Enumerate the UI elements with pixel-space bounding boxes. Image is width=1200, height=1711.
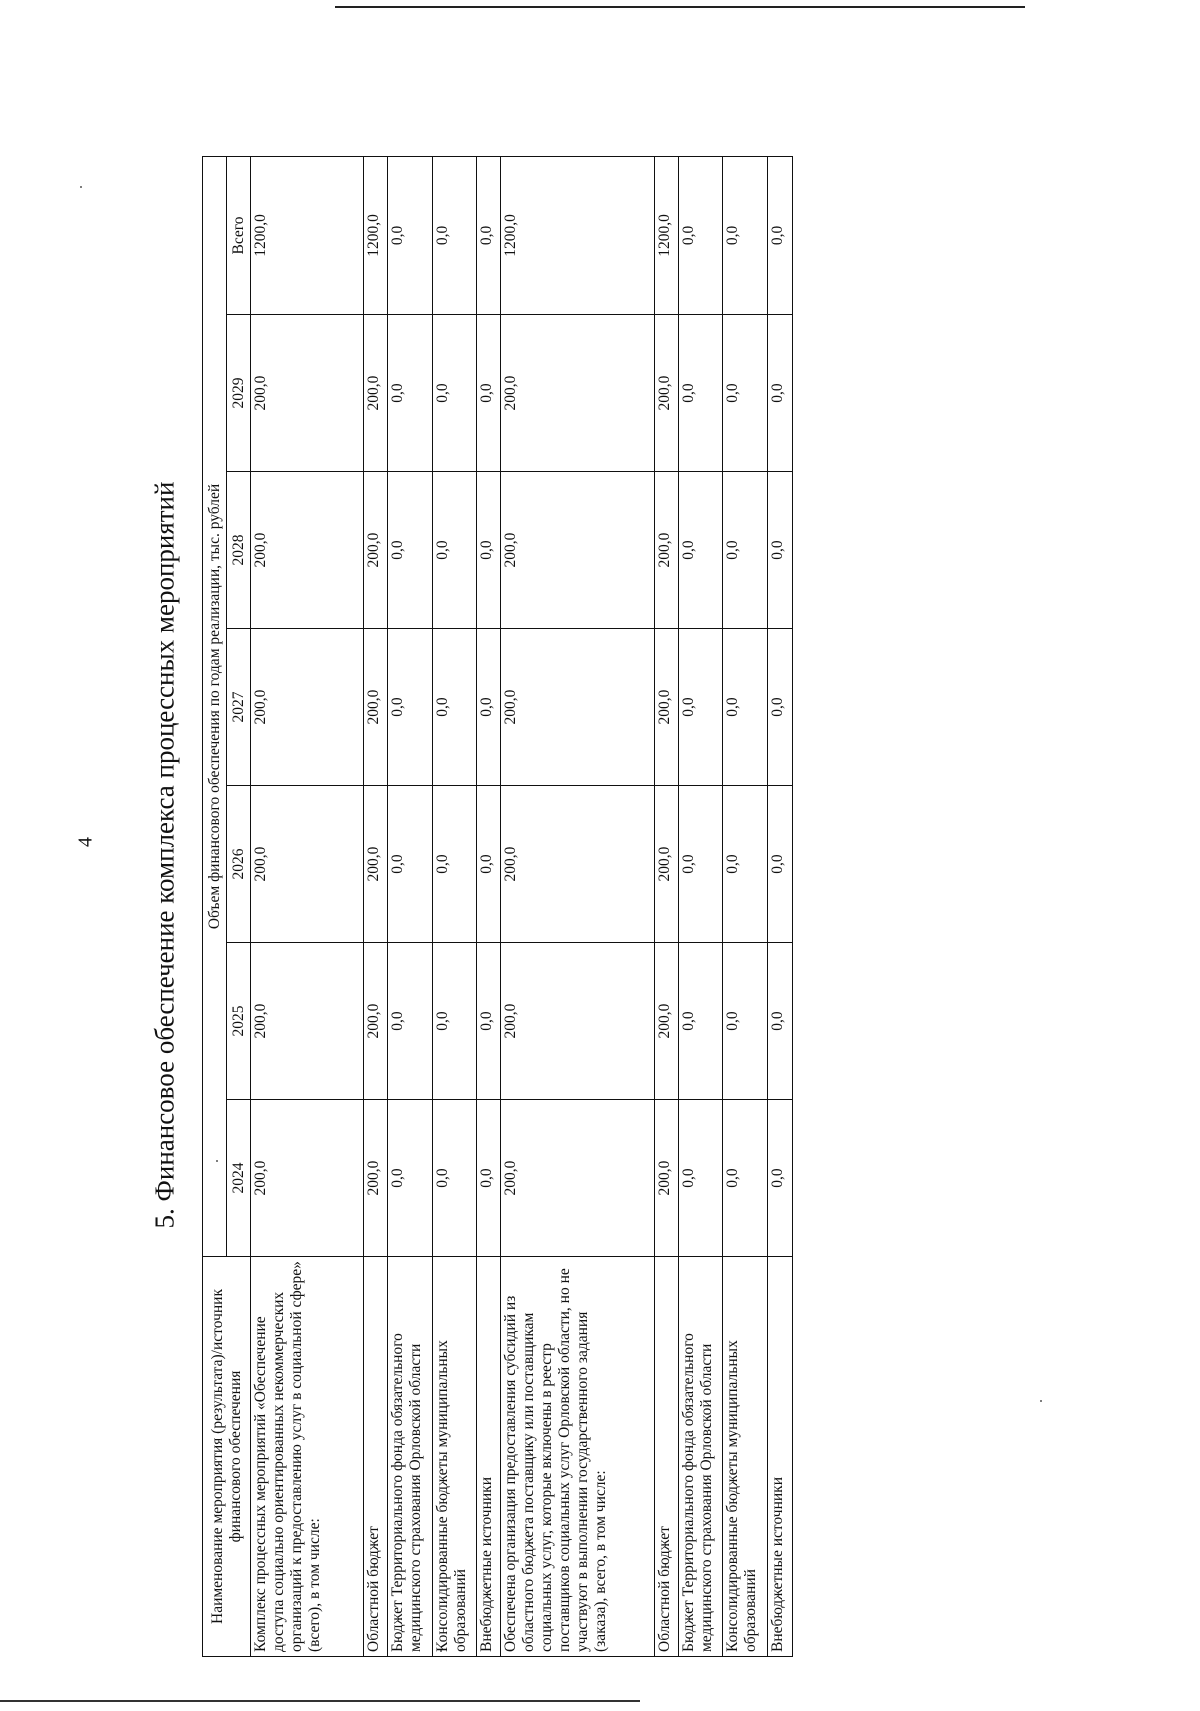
row-value-cell: 0,0 — [678, 1100, 722, 1257]
table-row — [364, 156, 388, 1656]
row-value-cell: 0,0 — [678, 472, 722, 629]
row-value-cell: 0,0 — [767, 1100, 792, 1257]
table-row — [251, 156, 364, 1656]
row-value-cell: 0,0 — [678, 629, 722, 786]
row-name-cell: Бюджет Территориального фонда обязательного медицинского страхования Орловской области — [388, 1257, 432, 1657]
row-total-cell: 0,0 — [432, 156, 476, 314]
row-total-cell: 0,0 — [767, 156, 792, 314]
row-value-cell: 0,0 — [767, 943, 792, 1100]
row-value-cell: 0,0 — [432, 786, 476, 943]
financing-table — [202, 156, 793, 1657]
row-value-cell: 0,0 — [432, 472, 476, 629]
row-value-cell: 200,0 — [251, 1100, 364, 1257]
row-value-cell: 0,0 — [477, 1100, 501, 1257]
row-value-cell: 0,0 — [767, 629, 792, 786]
page-title: 5. Финансовое обеспечение комплекса процессных мероприятий — [149, 481, 180, 1229]
row-value-cell: 0,0 — [678, 943, 722, 1100]
header-total: Всего — [227, 156, 251, 314]
table-row — [432, 156, 476, 1656]
table-row — [477, 156, 501, 1656]
row-value-cell: 200,0 — [654, 629, 678, 786]
header-name-column: Наименование мероприятия (результата)/источник финансового обеспечения — [203, 1257, 251, 1657]
row-value-cell: 200,0 — [251, 472, 364, 629]
row-total-cell: 1200,0 — [501, 156, 654, 314]
row-value-cell: 0,0 — [723, 786, 767, 943]
row-value-cell: 200,0 — [501, 315, 654, 472]
row-total-cell: 0,0 — [678, 156, 722, 314]
row-value-cell: 0,0 — [477, 629, 501, 786]
row-name-cell: Областной бюджет — [654, 1257, 678, 1657]
row-total-cell: 1200,0 — [654, 156, 678, 314]
row-value-cell: 0,0 — [678, 786, 722, 943]
row-value-cell: 0,0 — [723, 315, 767, 472]
row-value-cell: 0,0 — [723, 472, 767, 629]
row-value-cell: 200,0 — [501, 786, 654, 943]
row-value-cell: 0,0 — [723, 943, 767, 1100]
row-value-cell: 0,0 — [388, 786, 432, 943]
row-value-cell: 200,0 — [364, 472, 388, 629]
row-value-cell: 0,0 — [388, 315, 432, 472]
table-row — [501, 156, 654, 1656]
rotated-table-wrapper — [202, 157, 793, 1657]
row-value-cell: 0,0 — [723, 629, 767, 786]
row-name-cell: Внебюджетные источники — [477, 1257, 501, 1657]
row-name-cell: Бюджет Территориального фонда обязательного медицинского страхования Орловской области — [678, 1257, 722, 1657]
page-number: 4 — [74, 837, 97, 847]
row-total-cell: 0,0 — [723, 156, 767, 314]
header-year: 2027 — [227, 629, 251, 786]
row-value-cell: 0,0 — [767, 315, 792, 472]
table-row — [654, 156, 678, 1656]
row-value-cell: 200,0 — [501, 472, 654, 629]
row-value-cell: 0,0 — [432, 1100, 476, 1257]
row-value-cell: 200,0 — [364, 786, 388, 943]
row-name-cell: Комплекс процессных мероприятий «Обеспечение доступа социально ориентированных некоммерческих организаций к предоставлению услуг в социальной сфере» (всего), в том числе: — [251, 1257, 364, 1657]
row-value-cell: 0,0 — [767, 786, 792, 943]
top-rule — [335, 6, 1025, 8]
row-value-cell: 0,0 — [477, 943, 501, 1100]
row-value-cell: 0,0 — [432, 943, 476, 1100]
row-name-cell: Внебюджетные источники — [767, 1257, 792, 1657]
row-value-cell: 0,0 — [477, 786, 501, 943]
row-value-cell: 200,0 — [654, 1100, 678, 1257]
row-value-cell: 0,0 — [388, 629, 432, 786]
row-value-cell: 200,0 — [364, 943, 388, 1100]
row-name-cell: Консолидированные бюджеты муниципальных образований — [723, 1257, 767, 1657]
table-row — [723, 156, 767, 1656]
row-value-cell: 0,0 — [388, 1100, 432, 1257]
row-name-cell: Областной бюджет — [364, 1257, 388, 1657]
row-name-cell: Консолидированные бюджеты муниципальных образований — [432, 1257, 476, 1657]
table-row — [678, 156, 722, 1656]
row-value-cell: 200,0 — [364, 315, 388, 472]
row-value-cell: 0,0 — [477, 472, 501, 629]
row-value-cell: 0,0 — [432, 315, 476, 472]
table-row — [767, 156, 792, 1656]
row-value-cell: 200,0 — [654, 943, 678, 1100]
table-row — [388, 156, 432, 1656]
row-value-cell: 0,0 — [388, 943, 432, 1100]
header-year: 2025 — [227, 943, 251, 1100]
row-total-cell: 1200,0 — [251, 156, 364, 314]
row-total-cell: 0,0 — [477, 156, 501, 314]
row-value-cell: 0,0 — [477, 315, 501, 472]
row-total-cell: 1200,0 — [364, 156, 388, 314]
row-value-cell: 200,0 — [251, 315, 364, 472]
row-value-cell: 200,0 — [501, 629, 654, 786]
row-value-cell: 200,0 — [251, 629, 364, 786]
row-value-cell: 200,0 — [251, 786, 364, 943]
row-value-cell: 0,0 — [678, 315, 722, 472]
row-value-cell: 0,0 — [432, 629, 476, 786]
header-volume-group: Объем финансового обеспечения по годам реализации, тыс. рублей — [203, 156, 227, 1256]
row-value-cell: 200,0 — [654, 315, 678, 472]
row-value-cell: 200,0 — [501, 1100, 654, 1257]
row-value-cell: 200,0 — [364, 629, 388, 786]
scan-speck — [1040, 1400, 1042, 1402]
row-value-cell: 0,0 — [723, 1100, 767, 1257]
scan-speck — [80, 186, 82, 188]
row-value-cell: 200,0 — [251, 943, 364, 1100]
row-value-cell: 200,0 — [654, 472, 678, 629]
header-year: 2024 — [227, 1100, 251, 1257]
bottom-rule — [0, 1700, 640, 1702]
row-name-cell: Обеспечена организация предоставления субсидий из областного бюджета поставщику или поставщикам социальных услуг, которые включены в реестр поставщиков социальных услуг Орловской области, но не участвуют в выполнении государственного задания (заказа), всего, в том числе: — [501, 1257, 654, 1657]
header-year: 2026 — [227, 786, 251, 943]
row-total-cell: 0,0 — [388, 156, 432, 314]
header-year: 2029 — [227, 315, 251, 472]
row-value-cell: 0,0 — [767, 472, 792, 629]
header-year: 2028 — [227, 472, 251, 629]
row-value-cell: 0,0 — [388, 472, 432, 629]
row-value-cell: 200,0 — [654, 786, 678, 943]
table-body — [251, 156, 793, 1656]
row-value-cell: 200,0 — [364, 1100, 388, 1257]
row-value-cell: 200,0 — [501, 943, 654, 1100]
